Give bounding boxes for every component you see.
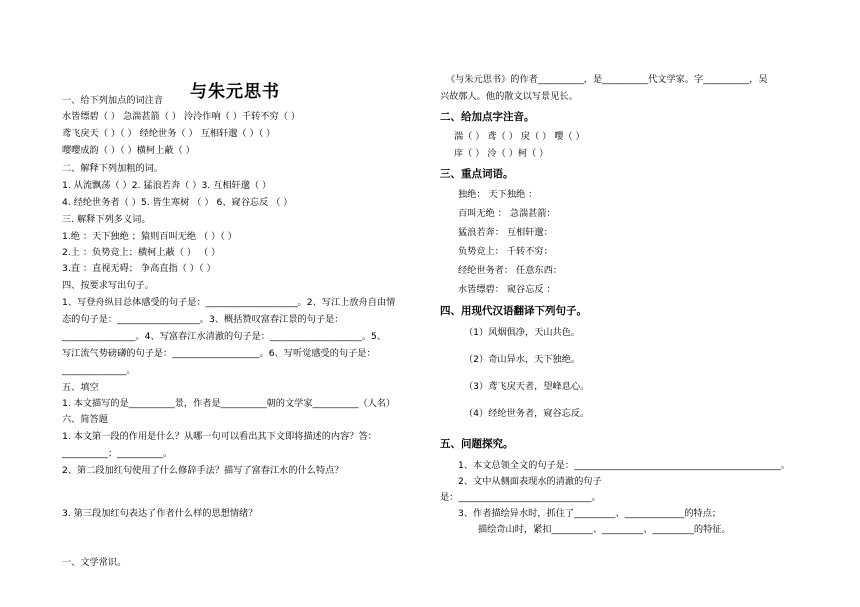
right-line: 兴故鄣人。他的散文以写景见长。 [440,91,578,102]
left-line: 1.绝 ：天下独绝 ；猿则百叫无绝 （ ）（ ） [62,231,237,242]
left-line: 1、写登舟纵目总体感受的句子是：____________________。2、写江上放舟自由情 [62,297,396,308]
right-line: 水皆缥碧： 窥谷忘反 ： [458,284,556,295]
right-line: 3、作者描绘异水时，抓住了_________、_____________的特点； [458,508,722,519]
left-line: 二、解释下列加粗的词。 [62,163,164,174]
right-line: （3）鸢飞戾天者，望峰息心。 [464,381,590,392]
right-line: 独绝： 天下独绝 ： [458,189,538,200]
right-line: 猛浪若奔： 互相轩邈： [458,227,553,238]
right-line: 庠（ ） 泠（ ）柯（ ） [454,148,549,159]
left-line: 六、简答题 [62,414,108,425]
left-line: ______________。 [62,365,136,376]
left-line: 五、填空 [62,382,99,393]
right-line: 描绘奇山时，紧扣_________、_________、_________的特征。 [478,524,731,535]
right-line: 三、重点词语。 [440,168,514,180]
left-line: 写江流气势磅礴的句子是：___________________。6、写听觉感受的句子是： [62,348,376,359]
right-line: （4）经纶世务者，窥谷忘反。 [464,408,590,419]
left-line: 3.直 ：直视无碍； 争高直指（ ）（ ） [62,263,216,274]
right-line: 经纶世务者： 任意东西： [458,265,562,276]
left-line: 一、给下列加点的词注音 [62,95,164,106]
left-line: __________；__________。 [62,448,173,459]
right-line: 五、问题探究。 [440,438,514,450]
left-line: 一、文学常识。 [62,557,127,568]
right-line: 百叫无绝 ： 急湍甚箭： [458,208,556,219]
left-line: 2、第二段加红句使用了什么修辞手法？描写了富春江水的什么特点？ [62,465,344,476]
left-line: 1. 从流飘荡（ ）2. 猛浪若奔（ ）3. 互相轩邈（ ） [62,180,272,191]
left-line: 四、按要求写出句子。 [62,280,154,291]
page-title: 与朱元思书 [190,82,280,102]
right-line: 二、给加点字注音。 [440,111,535,123]
right-line: （1）风烟俱净，天山共色。 [464,327,581,338]
left-line: 水皆缥碧（ ） 急湍甚箭（ ） 泠泠作响（ ）千转不穷（ ） [62,111,301,122]
right-line: 2、文中从侧面表现水的清澈的句子 [458,476,602,487]
right-line: 湍（ ） 鸢（ ） 戾（ ） 嘤（ ） [454,131,585,142]
left-line: 态的句子是：__________________。3、概括赞叹富春江景的句子是： [62,314,344,325]
left-line: 嘤嘤成韵（ ）（ ）横柯上蔽（ ） [62,145,195,156]
left-line: 2.上 ：负势竞上；横柯上蔽（ ） （ ） [62,247,221,258]
right-line: 是：_____________________________。 [440,492,601,503]
right-line: 四、用现代汉语翻译下列句子。 [440,305,587,317]
left-line: ________________。4、写富春江水清澈的句子是：____________________。5、 [62,331,387,342]
left-line: 1. 本文描写的是__________景，作者是__________朝的文学家__________（人名） [62,398,396,409]
left-line: 3. 第三段加红句表达了作者什么样的思想情绪？ [62,508,258,519]
left-line: 三. 解释下列多义词。 [62,214,151,225]
right-line: 1、本文总领全文的句子是：_____________________________________________。 [458,460,791,471]
left-line: 4. 经纶世务者（ ）5. 皆生寒树 （ ） 6、窥谷忘反 （ ） [62,197,293,208]
right-line: （2）奇山异水，天下独绝。 [464,354,581,365]
left-line: 1. 本文第一段的作用是什么？从哪一句可以看出其下文即将描述的内容？答： [62,431,377,442]
right-line: 《与朱元思书》的作者__________，是__________代文学家。字__________，吴 [446,74,768,85]
left-line: 鸢飞戾天（ ）（ ） 经纶世务（ ） 互相轩邈（ ）（ ） [62,128,276,139]
right-line: 负势竞上： 千转不穷： [458,246,553,257]
